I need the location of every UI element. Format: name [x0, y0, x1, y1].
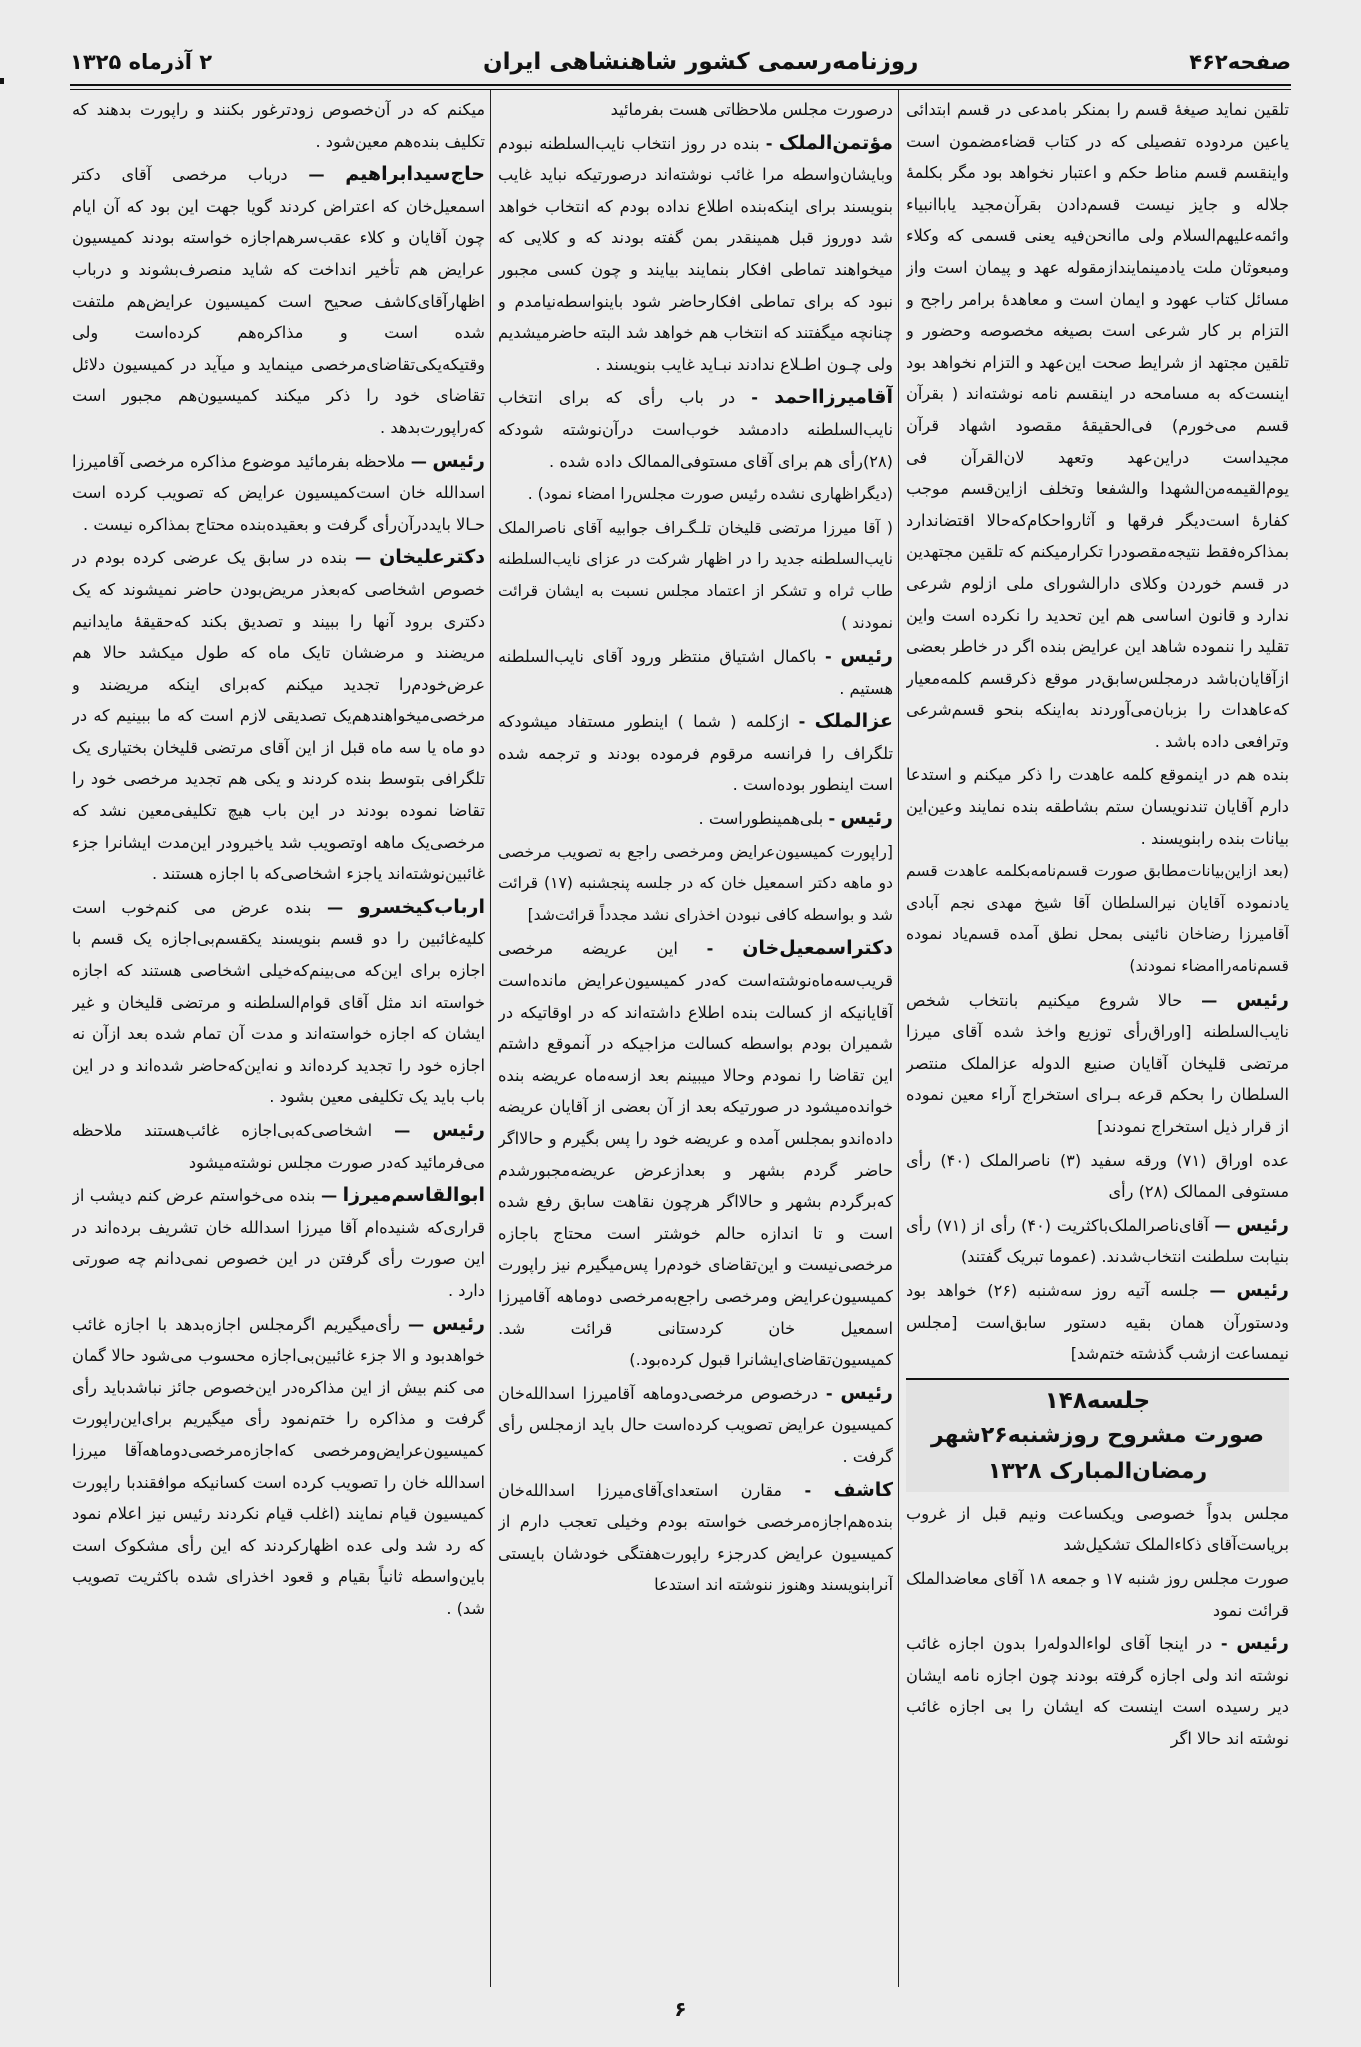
speaker-name: رئیس [432, 449, 485, 472]
paragraph: دکترعلیخان — بنده در سابق یک عرضی کرده بودم در خصوص اشخاصی که‌بعذر مریض‌بودن حاضر نمیشوند که یک دکتری برود آنها را ببیند و تصدیق بکند که‌حقیقهٔ مایدانیم مریضند و مرضشان تایک ماه که طول میکشد حالا هم عرض‌خودم‌را تجدید میکنم که‌برای اینکه مریضند و مرخصی‌میخواهندهم‌یک تصدیقی لازم است که ما ببینیم که در دو ماه یا سه ماه قبل از این آقای مرتضی قلیخان بختیاری یک تلگرافی بتوسط بنده کردند و یکی هم تجدید مرخصی خود را تقاضا نموده بودند در این باب هیچ تکلیفی‌معین نشد که مرخصی‌یک ماهه او‌تصویب شد یاخیرودر این‌مدت ایشانرا جزء غائبین‌نوشته‌اند یاجزء اشخاصی‌که با اجازه هستند . [72, 546, 485, 884]
speech-text: باکمال اشتیاق منتظر ورود آقای نایب‌السلطنه هستیم . [498, 647, 893, 698]
speaker-name: رئیس [1236, 988, 1289, 1011]
paragraph: رئیس - درخصوص مرخصی‌دوماهه آقامیرزا اسدالله‌خان کمیسیون عرایض تصویب کرده‌است حال باید ازمجلس رأی گرفت . [498, 1381, 893, 1466]
vote-tally: عده اوراق (۷۱) ورقه سفید (۳) ناصرالملک (۴۰) رأی مستوفی الممالک (۲۸) رأی [906, 1150, 1289, 1202]
session-heading [906, 1378, 1289, 1492]
speech-text: درباب مرخصی آقای دکتر اسمعیل‌خان که اعتراض کردند گویا جهت این بود که آن ایام چون آقایان و کلاء عقب‌سرهم‌اجازه خواسته بودند کمیسیون عرایض هم تأخیر انداخت که شاید منصرف‌بشوند و درباب اظهارآقای‌کاشف صحیح است کمیسیون عرایض‌هم ملتفت شده است و مذاکره‌هم کرده‌است ولی وقتیکه‌یکی‌تقاضای‌مرخصی مینماید و میآید در کمیسیون دلائل تقاضای خود را ذکر میکند کمیسیون‌هم مجبور است که‌راپورت‌بدهد . [72, 165, 485, 437]
speaker-name: رئیس [1236, 1213, 1289, 1236]
header-rule-thin [70, 89, 1291, 90]
paragraph: [راپورت کمیسیون‌عرایض ومرخصی راجع به تصویب مرخصی دو ماهه دکتر اسمعیل خان که در جلسه پنجشنبه (۱۷) قرائت شد و بواسطه کافی نبودن اخذرای نشد مجدداً قرائت‌شد] [498, 842, 893, 924]
speech-text: بنده می‌خواستم عرض کنم دیشب از قراری‌که شنیده‌ام آقا میرزا اسدالله خان تشریف برده‌اند در این صورت رأی گرفتن در این خصوص نمی‌دانم چه صورتی دارد . [72, 1186, 485, 1300]
paragraph: رئیس - بلی‌همینطوراست . [698, 807, 893, 830]
speaker-name: ابوالقاسم‌میرزا [342, 1184, 485, 1207]
paragraph: مؤتمن‌الملک - بنده در روز انتخاب نایب‌السلطنه نبودم وبایشان‌واسطه مرا غائب نوشته‌اند درصورتیکه نباید غایب بنویسند برای اینکه‌بنده اطلاع نداده بودم که انتخاب خواهد شد دوروز قبل همینقدر بمن گفته بودند که و کلایی که میخواهند تماطی افکار بنمایند بیایند و چون کسی مجبور نبود که برای تماطی افکارحاضر شود باینواسطه‌نیامدم و چنانچه میگفتند که انتخاب هم خواهد شد البته حاضر‌میشدیم ولی چـون اطـلاع ندادند نبـاید غایب بنویسند . [498, 131, 893, 374]
page-label: صفحه۴۶۲ [1189, 50, 1291, 74]
speech-text: بنده در سابق یک عرضی کرده بودم در خصوص اشخاصی که‌بعذر مریض‌بودن حاضر نمیشوند که یک دکتری برود آنها را ببیند و تصدیق بکند که‌حقیقهٔ مایدانیم مریضند و مرضشان تایک ماه که طول میکشد حالا هم عرض‌خودم‌را تجدید میکنم که‌برای اینکه مریضند و مرخصی‌میخواهندهم‌یک تصدیقی لازم است که ما ببینیم که در دو ماه یا سه ماه قبل از این آقای مرتضی قلیخان بختیاری یک تلگرافی بتوسط بنده کردند و یکی هم تجدید مرخصی خود را تقاضا نموده بودند در این باب هیچ تکلیفی‌معین نشد که مرخصی‌یک ماهه او‌تصویب شد یاخیرودر این‌مدت ایشانرا جزء غائبین‌نوشته‌اند یاجزء اشخاصی‌که با اجازه هستند . [72, 548, 485, 884]
speech-text: این عریضه مرخصی قریب‌سه‌ماه‌نوشته‌است که‌در کمیسیون‌عرایض مانده‌است آقایانیکه از کسالت بنده اطلاع داشته‌اند که در اوقاتیکه در شمیران بودم بواسطه کسالت مزاجیکه در آنموقع داشتم این تقاضا را نمودم وحالا میبینم بعد ازسه‌ماه عریضه بنده خوانده‌میشود در صورتیکه بعد از آن بعضی از آقایان عریضه داده‌اندو بمجلس آمده و عریضه خود را پس بگیرم و حالااگر حاضر گردم بشهر و بعدازعرض عریضه‌مجبورشدم که‌برگردم بشهر و حالااگر هرچون نقاهت سابق رفع شده است و تا اندازه حالم خوشتر است محتاج باجازه مرخصی‌نیست و این‌تقاضای خودم‌را پس‌میگیرم نیز راپورت کمیسیون‌عرایض ومرخصی راجع‌به‌مرخصی دوماهه آقامیرزا اسمعیل خان کردستانی قرائت شد. کمیسیون‌تقاضای‌ایشانرا قبول کرده‌بود.) [498, 939, 893, 1370]
paragraph: ابوالقاسم‌میرزا — بنده می‌خواستم عرض کنم دیشب از قراری‌که شنیده‌ام آقا میرزا اسدالله خان تشریف برده‌اند در این صورت رأی گرفتن در این خصوص نمی‌دانم چه صورتی دارد . [72, 1184, 485, 1300]
page-number: ۶ [674, 1997, 687, 2021]
speaker-name: دکترعلیخان [379, 546, 485, 569]
paragraph: (بعد ازاین‌بیانات‌مطابق صورت قسم‌نامه‌بکلمه عاهدت قسم یادنموده آقایان نیرالسلطان آقا شیخ مهدی نجم آبادی آقامیرزا رضاخان نائینی بمحل نطق آمده قسم‌یاد نموده قسم‌نامه‌راامضاء نمودند) [906, 862, 1289, 976]
speech-text: در اینجا آقای لواءالدوله‌را بدون اجازه غائب نوشته اند ولی اجازه گرفته بودند چون اجازه نامه ایشان دیر رسیده است اینست که ایشان را بی اجازه غائب نوشته اند حالا اگر [906, 1634, 1289, 1748]
column-divider [490, 90, 491, 1987]
column-2 [498, 94, 893, 1987]
paragraph: رئیس — آقای‌ناصرالملک‌باکثریت (۴۰) رأی از (۷۱) رأی بنیابت سلطنت انتخاب‌شدند. (عموما تبریک گفتند) [906, 1213, 1289, 1267]
speech-text: درخصوص مرخصی‌دوماهه آقامیرزا اسدالله‌خان کمیسیون عرایض تصویب کرده‌است حال باید ازمجلس رأی گرفت . [498, 1383, 893, 1466]
paragraph: کاشف - مقارن استعدای‌آقای‌میرزا اسدالله‌خان بنده‌هم‌اجازه‌مرخصی خواسته بودم وخیلی تعجب دارم از کمیسیون عرایض کدرجزء راپورت‌هفتگی خودشان بایستی آنرابنویسند وهنوز ننوشته اند استدعا [498, 1478, 893, 1595]
paragraph: میکنم که در آن‌خصوص زودترغور بکنند و راپورت بدهند که تکلیف بنده‌هم معین‌شود . [72, 100, 485, 151]
speaker-name: ارباب‌کیخسرو [358, 895, 485, 918]
speech-text: ازکلمه ( شما ) اینطور مستفاد میشودکه تلگراف را فرانسه مرقوم فرموده بودند و ترجمه شده است اینطور بوده‌است . [498, 712, 893, 795]
paragraph: رئیس — حالا شروع میکنیم بانتخاب شخص نایب‌السلطنه [اوراق‌رأی توزیع واخذ شده آقای میرزا مرتضی قلیخان آقایان صنیع الدوله عزالملک منتصر السلطان را بحکم قرعه بـرای استخراج آراء معین نموده از قرار ذیل استخراج نمودند] [906, 988, 1289, 1136]
speaker-name: آقامیرزااحمد [774, 386, 893, 409]
speech-text: جلسه آتیه روز سه‌شنبه (۲۶) خواهد بود ودستورآن همان بقیه دستور سابق‌است [مجلس نیمساعت ازشب گذشته ختم‌شد] [906, 1280, 1289, 1364]
speaker-name: رئیس [432, 1312, 485, 1335]
newspaper-title: روزنامه‌رسمی کشور شاهنشاهی ایران [482, 49, 919, 75]
speaker-name: رئیس [1236, 1632, 1289, 1655]
session-number: جلسه۱۴۸ [1044, 1387, 1151, 1414]
paragraph: رئیس — ملاحظه بفرمائید موضوع مذاکره مرخصی آقامیرزا اسدالله خان است‌کمیسیون عرایض که تصویب کرده است حـالا بایددرآن‌رأی گرفت و بعقیده‌بنده محتاج بمذاکره نیست . [72, 449, 485, 534]
speaker-name: دکتراسمعیل‌خان [742, 937, 893, 960]
speech-text: بنده در روز انتخاب نایب‌السلطنه نبودم وبایشان‌واسطه مرا غائب نوشته‌اند درصورتیکه نباید غایب بنویسند برای اینکه‌بنده اطلاع نداده بودم که انتخاب خواهد شد دوروز قبل همینقدر بمن گفته بودند که و کلایی که میخواهند تماطی افکار بنمایند بیایند و چون کسی مجبور نبود که برای تماطی افکارحاضر شود باینواسطه‌نیامدم و چنانچه میگفتند که انتخاب هم خواهد شد البته حاضر‌میشدیم ولی چـون اطـلاع ندادند نبـاید غایب بنویسند . [498, 133, 893, 374]
column-divider [898, 90, 899, 1987]
paragraph: عزالملک - ازکلمه ( شما ) اینطور مستفاد میشودکه تلگراف را فرانسه مرقوم فرموده بودند و ترجمه شده است اینطور بوده‌است . [498, 710, 893, 795]
scan-edge-mark [0, 78, 4, 84]
paragraph: ارباب‌کیخسرو — بنده عرض می کنم‌خوب است کلیه‌غائبین را دو قسم بنویسند یکقسم‌بی‌اجازه یک قسم با اجازه برای این‌که می‌بینم‌که‌خیلی اشخاصی هستند که اجازه خواسته اند مثل آقای قوام‌السلطنه و مرتضی قلیخان و غیر ایشان که اجازه خواسته‌اند و مدت آن تمام شده بعد ازآن نه اجازه خود را تجدید کرده‌اند و نه‌این‌که‌حاضر شده‌اند و در این باب باید یک تکلیفی معین بشود . [72, 895, 485, 1107]
speech-text: آقای‌ناصرالملک‌باکثریت (۴۰) رأی از (۷۱) رأی بنیابت سلطنت انتخاب‌شدند. (عموما تبریک گفتند) [906, 1215, 1289, 1267]
speaker-name: رئیس [432, 1119, 485, 1141]
paragraph: تلقین نماید صیغهٔ قسم را بمنکر بامدعی در قسم ابتدائی یاعین مردوده تفصیلی که در کتاب قضاءمضمون است واینقسم قسم مناط حکم و اعتبار نخواهد بود مگر بکلمهٔ جلاله و جایز نیست قسم‌دادن بقرآن‌مجید یاباانبیاء وائمه‌علیهم‌السلام ولی ماانحن‌فیه یعنی قسمی که وکلاء ومبعوثان ملت یادمینمایندازمقوله عهد و پیمان است واز مسائل کتاب عهود و ایمان است و معاهدهٔ برامر راجح و التزام بر کار شرعی است بصیغه مخصوصه وحضور و تلقین مجتهد از شرایط صحت این‌عهد و التزام نخواهد بود اینست‌که به مسامحه در اینقسم نامه نوشته‌اند ( بقرآن قسم می‌خورم) فی‌الحقیقهٔ مقصود اشهاد قرآن مجیداست دراین‌عهد وتعهد لان‌القرآن فی یوم‌القیمه‌من‌الشهدا والشفعا وتخلف ازاین‌قسم موجب کفارهٔ است‌دیگر فرقها و آثارواحکام‌که‌حالا اقتضاندارد بمذاکره‌فقط نتیجه‌مقصودرا تکرارمیکنم که تلقین مجتهدین در قسم خوردن وکلای دارالشورای ملی ازلوم شرعی ندارد و قانون اساسی هم این تحدید را نکرده است واین تقلید را ننموده شاهد این عرایض بنده اگر در خاطر بعضی ازآقایان‌باشد درمجلس‌سابق‌در موقع ذکرقسم کلمه‌معیار که‌عاهدات را بزبان‌می‌آوردند به‌اینکه بنحو قسم‌شرعی وترافعی داده باشد . [906, 100, 1289, 751]
column-1 [906, 94, 1289, 1987]
session-title: صورت مشروح روزشنبه۲۶شهر رمضان‌المبارک ۱۳۲۸ [930, 1422, 1264, 1484]
paragraph: ( آقا میرزا مرتضی قلیخان تلـگـراف جوابیه آقای ناصرالملک نایب‌السلطنه جدید را در اظهار شرکت در عزای نایب‌السلطنه طاب ثراه و تشکر از اعتماد مجلس نسبت به ایشان قرائت نمودند ) [498, 518, 893, 632]
paragraph: (دیگراظهاری نشده رئیس صورت مجلس‌را امضاء نمود) . [527, 485, 893, 504]
speaker-name: رئیس [840, 1381, 893, 1404]
speaker-name: رئیس [840, 645, 893, 668]
issue-date: ۲ آذرماه ۱۳۲۵ [70, 50, 213, 74]
speech-text: مقارن استعدای‌آقای‌میرزا اسدالله‌خان بنده‌هم‌اجازه‌مرخصی خواسته بودم وخیلی تعجب دارم از کمیسیون عرایض کدرجزء راپورت‌هفتگی خودشان بایستی آنرابنویسند وهنوز ننوشته اند استدعا [498, 1480, 893, 1595]
speech-text: در باب رأی که برای انتخاب نایب‌السلطنه دادمشد خوب‌است درآن‌نوشته شودکه (۲۸)رأی هم برای آقای مستوفی‌الممالک داده شده . [498, 388, 893, 471]
paragraph: مجلس بدواً خصوصی ویکساعت ونیم قبل از غروب بریاست‌آقای ذکاءالملک تشکیل‌شد [906, 1503, 1289, 1555]
speech-text: اشخاصی‌که‌بی‌اجازه غائب‌هستند ملاحظه می‌فرمائید که‌در صورت مجلس نوشته‌میشود [72, 1121, 485, 1172]
paragraph: صورت مجلس روز شنبه ۱۷ و جمعه ۱۸ آقای معاضدالملک قرائت نمود [906, 1568, 1289, 1620]
paragraph: رئیس — اشخاصی‌که‌بی‌اجازه غائب‌هستند ملاحظه می‌فرمائید که‌در صورت مجلس نوشته‌میشود [72, 1119, 485, 1172]
paragraph: آقامیرزااحمد - در باب رأی که برای انتخاب نایب‌السلطنه دادمشد خوب‌است درآن‌نوشته شودکه (۲۸)رأی هم برای آقای مستوفی‌الممالک داده شده . [498, 386, 893, 471]
paragraph: دکتراسمعیل‌خان - این عریضه مرخصی قریب‌سه‌ماه‌نوشته‌است که‌در کمیسیون‌عرایض مانده‌است آقایانیکه از کسالت بنده اطلاع داشته‌اند که در اوقاتیکه در شمیران بودم بواسطه کسالت مزاجیکه در آنموقع داشتم این تقاضا را نمودم وحالا میبینم بعد ازسه‌ماه عریضه بنده خوانده‌میشود در صورتیکه بعد از آن بعضی از آقایان عریضه داده‌اندو بمجلس آمده و عریضه خود را پس بگیرم و حالااگر حاضر گردم بشهر و بعدازعرض عریضه‌مجبورشدم که‌برگردم بشهر و حالااگر هرچون نقاهت سابق رفع شده است و تا اندازه حالم خوشتر است محتاج باجازه مرخصی‌نیست و این‌تقاضای خودم‌را پس‌میگیرم نیز راپورت کمیسیون‌عرایض ومرخصی راجع‌به‌مرخصی دوماهه آقامیرزا اسمعیل خان کردستانی قرائت شد. کمیسیون‌تقاضای‌ایشانرا قبول کرده‌بود.) [498, 937, 893, 1370]
paragraph: درصورت مجلس ملاحظاتی هست بفرمائید [610, 100, 893, 119]
paragraph: رئیس — رأی‌میگیریم اگرمجلس اجازه‌بدهد با اجازه غائب خواهد‌بود و الا جزء غائبین‌بی‌اجازه محسوب می‌شود حالا گمان می کنم بیش از این مذاکره‌در این‌خصوص جائز نباشد‌باید رأی گرفت و مذاکره را ختم‌نمود رأی میگیریم برای‌این‌راپورت کمیسیون‌عرایض‌ومرخصی که‌اجازه‌مرخصی‌دوماهه‌آقا میرزا اسدالله خان را تصویب کرده است کسانیکه موافقند‌با راپورت کمیسیون قیام نمایند (اغلب قیام نکردند رئیس نیز اعلام نمود که رد شد ولی عده اظهار‌کردند که این رأی مشکوک است باین‌واسطه ثانیاً بقیام و قعود اخذرای شده باکثریت تصویب شد) . [72, 1312, 485, 1618]
speaker-name: رئیس [1236, 1278, 1289, 1301]
header-rule [70, 84, 1291, 86]
column-3 [72, 94, 485, 1987]
speaker-name: رئیس [840, 807, 893, 830]
speech-text: بنده عرض می کنم‌خوب است کلیه‌غائبین را دو قسم بنویسند یکقسم‌بی‌اجازه یک قسم با اجازه برای این‌که می‌بینم‌که‌خیلی اشخاصی هستند که اجازه خواسته اند مثل آقای قوام‌السلطنه و مرتضی قلیخان و غیر ایشان که اجازه خواسته‌اند و مدت آن تمام شده بعد ازآن نه اجازه خود را تجدید کرده‌اند و نه‌این‌که‌حاضر شده‌اند و در این باب باید یک تکلیفی معین بشود . [72, 897, 485, 1107]
speaker-name: حاج‌سیدابراهیم [345, 163, 485, 186]
speaker-name: مؤتمن‌الملک [778, 131, 893, 154]
speech-text: بلی‌همینطوراست . [698, 809, 824, 829]
paragraph: رئیس — جلسه آتیه روز سه‌شنبه (۲۶) خواهد بود ودستورآن همان بقیه دستور سابق‌است [مجلس نیمساعت ازشب گذشته ختم‌شد] [906, 1278, 1289, 1364]
page-header [70, 44, 1291, 80]
paragraph: بنده هم در اینموقع کلمه عاهدت را ذکر میکنم و استدعا دارم آقایان تندنویسان ستم بشاطقه بنده نمایند وعین‌این بیانات بنده رابنویسند . [906, 765, 1289, 848]
speaker-name: کاشف [833, 1478, 893, 1501]
speech-text: ملاحظه بفرمائید موضوع مذاکره مرخصی آقامیرزا اسدالله خان است‌کمیسیون عرایض که تصویب کرده است حـالا بایددرآن‌رأی گرفت و بعقیده‌بنده محتاج بمذاکره نیست . [72, 451, 485, 534]
paragraph: رئیس - باکمال اشتیاق منتظر ورود آقای نایب‌السلطنه هستیم . [498, 645, 893, 698]
paragraph: رئیس - در اینجا آقای لواءالدوله‌را بدون اجازه غائب نوشته اند ولی اجازه گرفته بودند چون اجازه نامه ایشان دیر رسیده است اینست که ایشان را بی اجازه غائب نوشته اند حالا اگر [906, 1632, 1289, 1748]
speech-text: رأی‌میگیریم اگرمجلس اجازه‌بدهد با اجازه غائب خواهد‌بود و الا جزء غائبین‌بی‌اجازه محسوب می‌شود حالا گمان می کنم بیش از این مذاکره‌در این‌خصوص جائز نباشد‌باید رأی گرفت و مذاکره را ختم‌نمود رأی میگیریم برای‌این‌راپورت کمیسیون‌عرایض‌ومرخصی که‌اجازه‌مرخصی‌دوماهه‌آقا میرزا اسدالله خان را تصویب کرده است کسانیکه موافقند‌با راپورت کمیسیون قیام نمایند (اغلب قیام نکردند رئیس نیز اعلام نمود که رد شد ولی عده اظهار‌کردند که این رأی مشکوک است باین‌واسطه ثانیاً بقیام و قعود اخذرای شده باکثریت تصویب شد) . [72, 1314, 485, 1618]
paragraph: حاج‌سیدابراهیم — درباب مرخصی آقای دکتر اسمعیل‌خان که اعتراض کردند گویا جهت این بود که آن ایام چون آقایان و کلاء عقب‌سرهم‌اجازه خواسته بودند کمیسیون عرایض هم تأخیر انداخت که شاید منصرف‌بشوند و درباب اظهارآقای‌کاشف صحیح است کمیسیون عرایض‌هم ملتفت شده است و مذاکره‌هم کرده‌است ولی وقتیکه‌یکی‌تقاضای‌مرخصی مینماید و میآید در کمیسیون دلائل تقاضای خود را ذکر میکند کمیسیون‌هم مجبور است که‌راپورت‌بدهد . [72, 163, 485, 437]
speaker-name: عزالملک [814, 710, 893, 733]
speech-text: حالا شروع میکنیم بانتخاب شخص نایب‌السلطنه [اوراق‌رأی توزیع واخذ شده آقای میرزا مرتضی قلیخان آقایان صنیع الدوله عزالملک منتصر السلطان را بحکم قرعه بـرای استخراج آراء معین نموده از قرار ذیل استخراج نمودند] [906, 990, 1289, 1136]
